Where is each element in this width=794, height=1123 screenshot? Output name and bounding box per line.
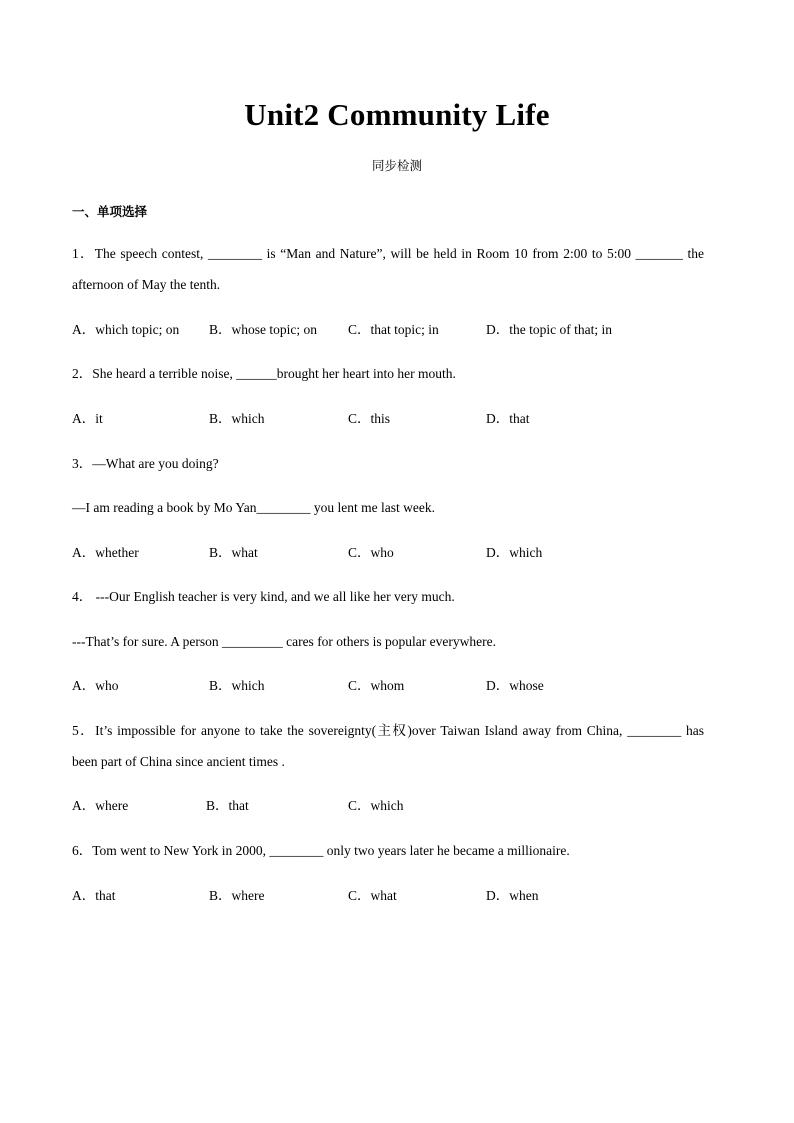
question-5-line-2: been part of China since ancient times . xyxy=(72,754,285,769)
page-subtitle: 同步检测 xyxy=(371,158,422,173)
question-1-option-a: A．which topic; on xyxy=(72,322,180,337)
question-4-option-b: B．which xyxy=(209,678,265,693)
question-1-option-c: C．that topic; in xyxy=(348,322,439,337)
question-5-option-a: A．where xyxy=(72,798,129,813)
section-heading: 一、单项选择 xyxy=(72,204,148,219)
question-3-option-a: A．whether xyxy=(72,545,139,560)
question-1-line-2: afternoon of May the tenth. xyxy=(72,277,221,292)
question-2-option-d: D．that xyxy=(486,411,530,426)
page-title: Unit2 Community Life xyxy=(244,97,550,132)
question-6-option-b: B．where xyxy=(209,888,265,903)
question-3-line-2: —I am reading a book by Mo Yan________ you lent me last week. xyxy=(72,500,435,515)
question-4-option-c: C．whom xyxy=(348,678,405,693)
question-4-option-a: A．who xyxy=(72,678,119,693)
question-5-option-b: B．that xyxy=(206,798,249,813)
question-3-option-d: D．which xyxy=(486,545,543,560)
question-1-line-1: 1．The speech contest, ________ is “Man and Nature”, will be held in Room 10 from 2:00 to 5:00 _______ the xyxy=(72,246,704,261)
question-2-option-a: A．it xyxy=(72,411,103,426)
question-6-line-1: 6．Tom went to New York in 2000, ________ only two years later he became a millionaire. xyxy=(72,843,570,858)
question-3-line-1: 3．—What are you doing? xyxy=(72,456,219,471)
question-6-option-c: C．what xyxy=(348,888,397,903)
question-5-line-1: 5．It’s impossible for anyone to take the sovereignty(主权)over Taiwan Island away from China, ________ has xyxy=(72,723,704,738)
question-5-option-c: C．which xyxy=(348,798,404,813)
question-1-option-b: B．whose topic; on xyxy=(209,322,317,337)
question-2-line-1: 2．She heard a terrible noise, ______brought her heart into her mouth. xyxy=(72,366,456,381)
question-4-option-d: D．whose xyxy=(486,678,544,693)
question-6-option-d: D．when xyxy=(486,888,539,903)
question-4-line-2: ---That’s for sure. A person _________ cares for others is popular everywhere. xyxy=(72,634,496,649)
question-2-option-c: C．this xyxy=(348,411,391,426)
question-2-option-b: B．which xyxy=(209,411,265,426)
question-6-option-a: A．that xyxy=(72,888,116,903)
question-3-option-c: C．who xyxy=(348,545,394,560)
question-3-option-b: B．what xyxy=(209,545,258,560)
question-1-option-d: D．the topic of that; in xyxy=(486,322,612,337)
question-4-line-1: 4． ---Our English teacher is very kind, and we all like her very much. xyxy=(72,589,455,604)
